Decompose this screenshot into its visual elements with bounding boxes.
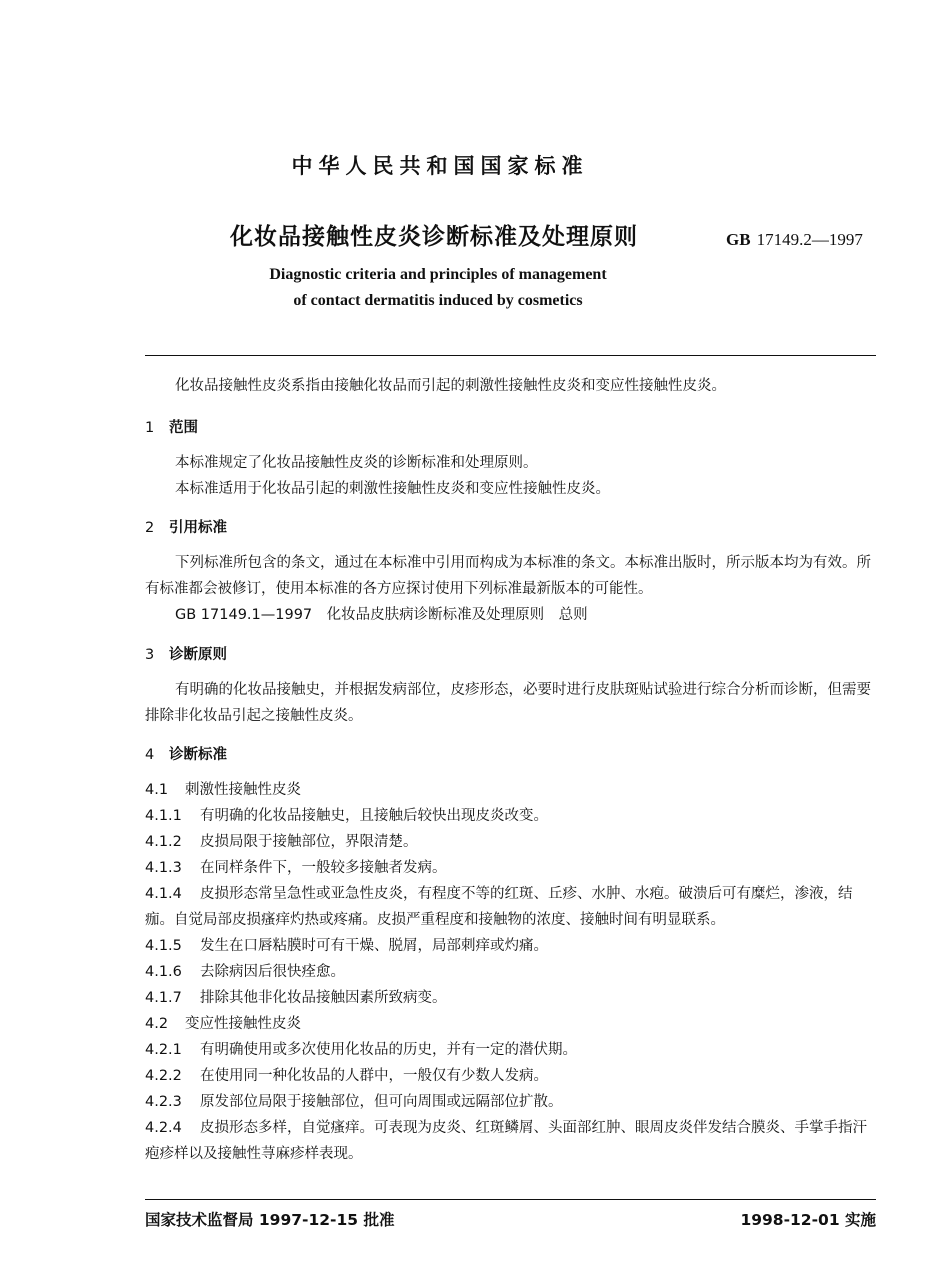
item-number: 4.1 [145,782,169,798]
section-3-heading [145,643,227,664]
standard-code: 17149.2—1997 [756,230,863,249]
item-number: 4.1.6 [145,964,182,980]
intro-paragraph: 化妆品接触性皮炎系指由接触化妆品而引起的刺激性接触性皮炎和变应性接触性皮炎。 [175,378,726,394]
item-text: 在使用同一种化妆品的人群中，一般仅有少数人发病。 [200,1068,548,1084]
criteria-item [145,1063,876,1089]
item-number: 4.2.3 [145,1094,182,1110]
standard-number [726,230,863,250]
section-number: 2 [145,520,155,536]
section-number: 3 [145,647,155,663]
section-3-paragraph-1: 有明确的化妆品接触史，并根据发病部位，皮疹形态，必要时进行皮肤斑贴试验进行综合分析而诊断，但需要排除非化妆品引起之接触性皮炎。 [145,682,871,724]
section-1-paragraph-2: 本标准适用于化妆品引起的刺激性接触性皮炎和变应性接触性皮炎。 [175,481,610,497]
item-number: 4.2.4 [145,1120,182,1136]
implementation-date: 1998-12-01 实施 [740,1211,876,1229]
section-title: 范围 [169,420,198,436]
footer-divider [145,1199,876,1200]
item-number: 4.1.7 [145,990,182,1006]
section-1-heading [145,416,198,437]
item-number: 4.1.4 [145,886,182,902]
document-title: 化妆品接触性皮炎诊断标准及处理原则 [230,224,638,250]
english-title-line-1: Diagnostic criteria and principles of management [269,266,607,283]
section-2-reference: GB 17149.1—1997 化妆品皮肤病诊断标准及处理原则 总则 [175,607,588,623]
criteria-item [145,985,876,1011]
header-divider [145,355,876,356]
item-number: 4.2.2 [145,1068,182,1084]
standard-org-header: 中华人民共和国国家标准 [291,154,589,178]
criteria-item [145,803,876,829]
item-number: 4.2 [145,1016,169,1032]
criteria-item [145,881,876,933]
item-number: 4.1.5 [145,938,182,954]
section-number: 4 [145,747,155,763]
item-number: 4.1.2 [145,834,182,850]
criteria-item [145,1037,876,1063]
item-text: 在同样条件下，一般较多接触者发病。 [200,860,447,876]
standard-prefix: GB [726,230,751,249]
item-text: 变应性接触性皮炎 [185,1016,301,1032]
item-text: 发生在口唇粘膜时可有干燥、脱屑，局部刺痒或灼痛。 [200,938,548,954]
section-title: 诊断原则 [169,647,227,663]
criteria-item [145,1011,876,1037]
criteria-item [145,933,876,959]
section-2-heading [145,516,227,537]
approval-date: 国家技术监督局 1997-12-15 批准 [145,1211,395,1229]
item-number: 4.1.1 [145,808,182,824]
section-title: 诊断标准 [169,747,227,763]
criteria-item [145,1089,876,1115]
english-title-line-2: of contact dermatitis induced by cosmetics [293,292,583,309]
criteria-item [145,829,876,855]
item-text: 皮损局限于接触部位，界限清楚。 [200,834,418,850]
item-text: 去除病因后很快痊愈。 [200,964,345,980]
item-number: 4.2.1 [145,1042,182,1058]
item-number: 4.1.3 [145,860,182,876]
section-4-heading [145,743,227,764]
item-text: 排除其他非化妆品接触因素所致病变。 [200,990,447,1006]
item-text: 有明确使用或多次使用化妆品的历史，并有一定的潜伏期。 [200,1042,577,1058]
section-title: 引用标准 [169,520,227,536]
criteria-item [145,855,876,881]
section-number: 1 [145,420,155,436]
item-text: 刺激性接触性皮炎 [185,782,301,798]
section-2-paragraph-1: 下列标准所包含的条文，通过在本标准中引用而构成为本标准的条文。本标准出版时，所示版本均为有效。所有标准都会被修订，使用本标准的各方应探讨使用下列标准最新版本的可能性。 [145,555,871,597]
item-text: 皮损形态多样，自觉瘙痒。可表现为皮炎、红斑鳞屑、头面部红肿、眼周皮炎伴发结合膜炎、手掌手指汗疱疹样以及接触性荨麻疹样表现。 [145,1120,867,1162]
criteria-item [145,959,876,985]
section-1-paragraph-1: 本标准规定了化妆品接触性皮炎的诊断标准和处理原则。 [175,455,538,471]
item-text: 皮损形态常呈急性或亚急性皮炎，有程度不等的红斑、丘疹、水肿、水疱。破溃后可有糜烂，渗液，结痂。自觉局部皮损瘙痒灼热或疼痛。皮损严重程度和接触物的浓度、接触时间有明显联系。 [145,886,853,928]
criteria-item [145,777,876,803]
item-text: 原发部位局限于接触部位，但可向周围或远隔部位扩散。 [200,1094,563,1110]
item-text: 有明确的化妆品接触史，且接触后较快出现皮炎改变。 [200,808,548,824]
criteria-item [145,1115,876,1167]
